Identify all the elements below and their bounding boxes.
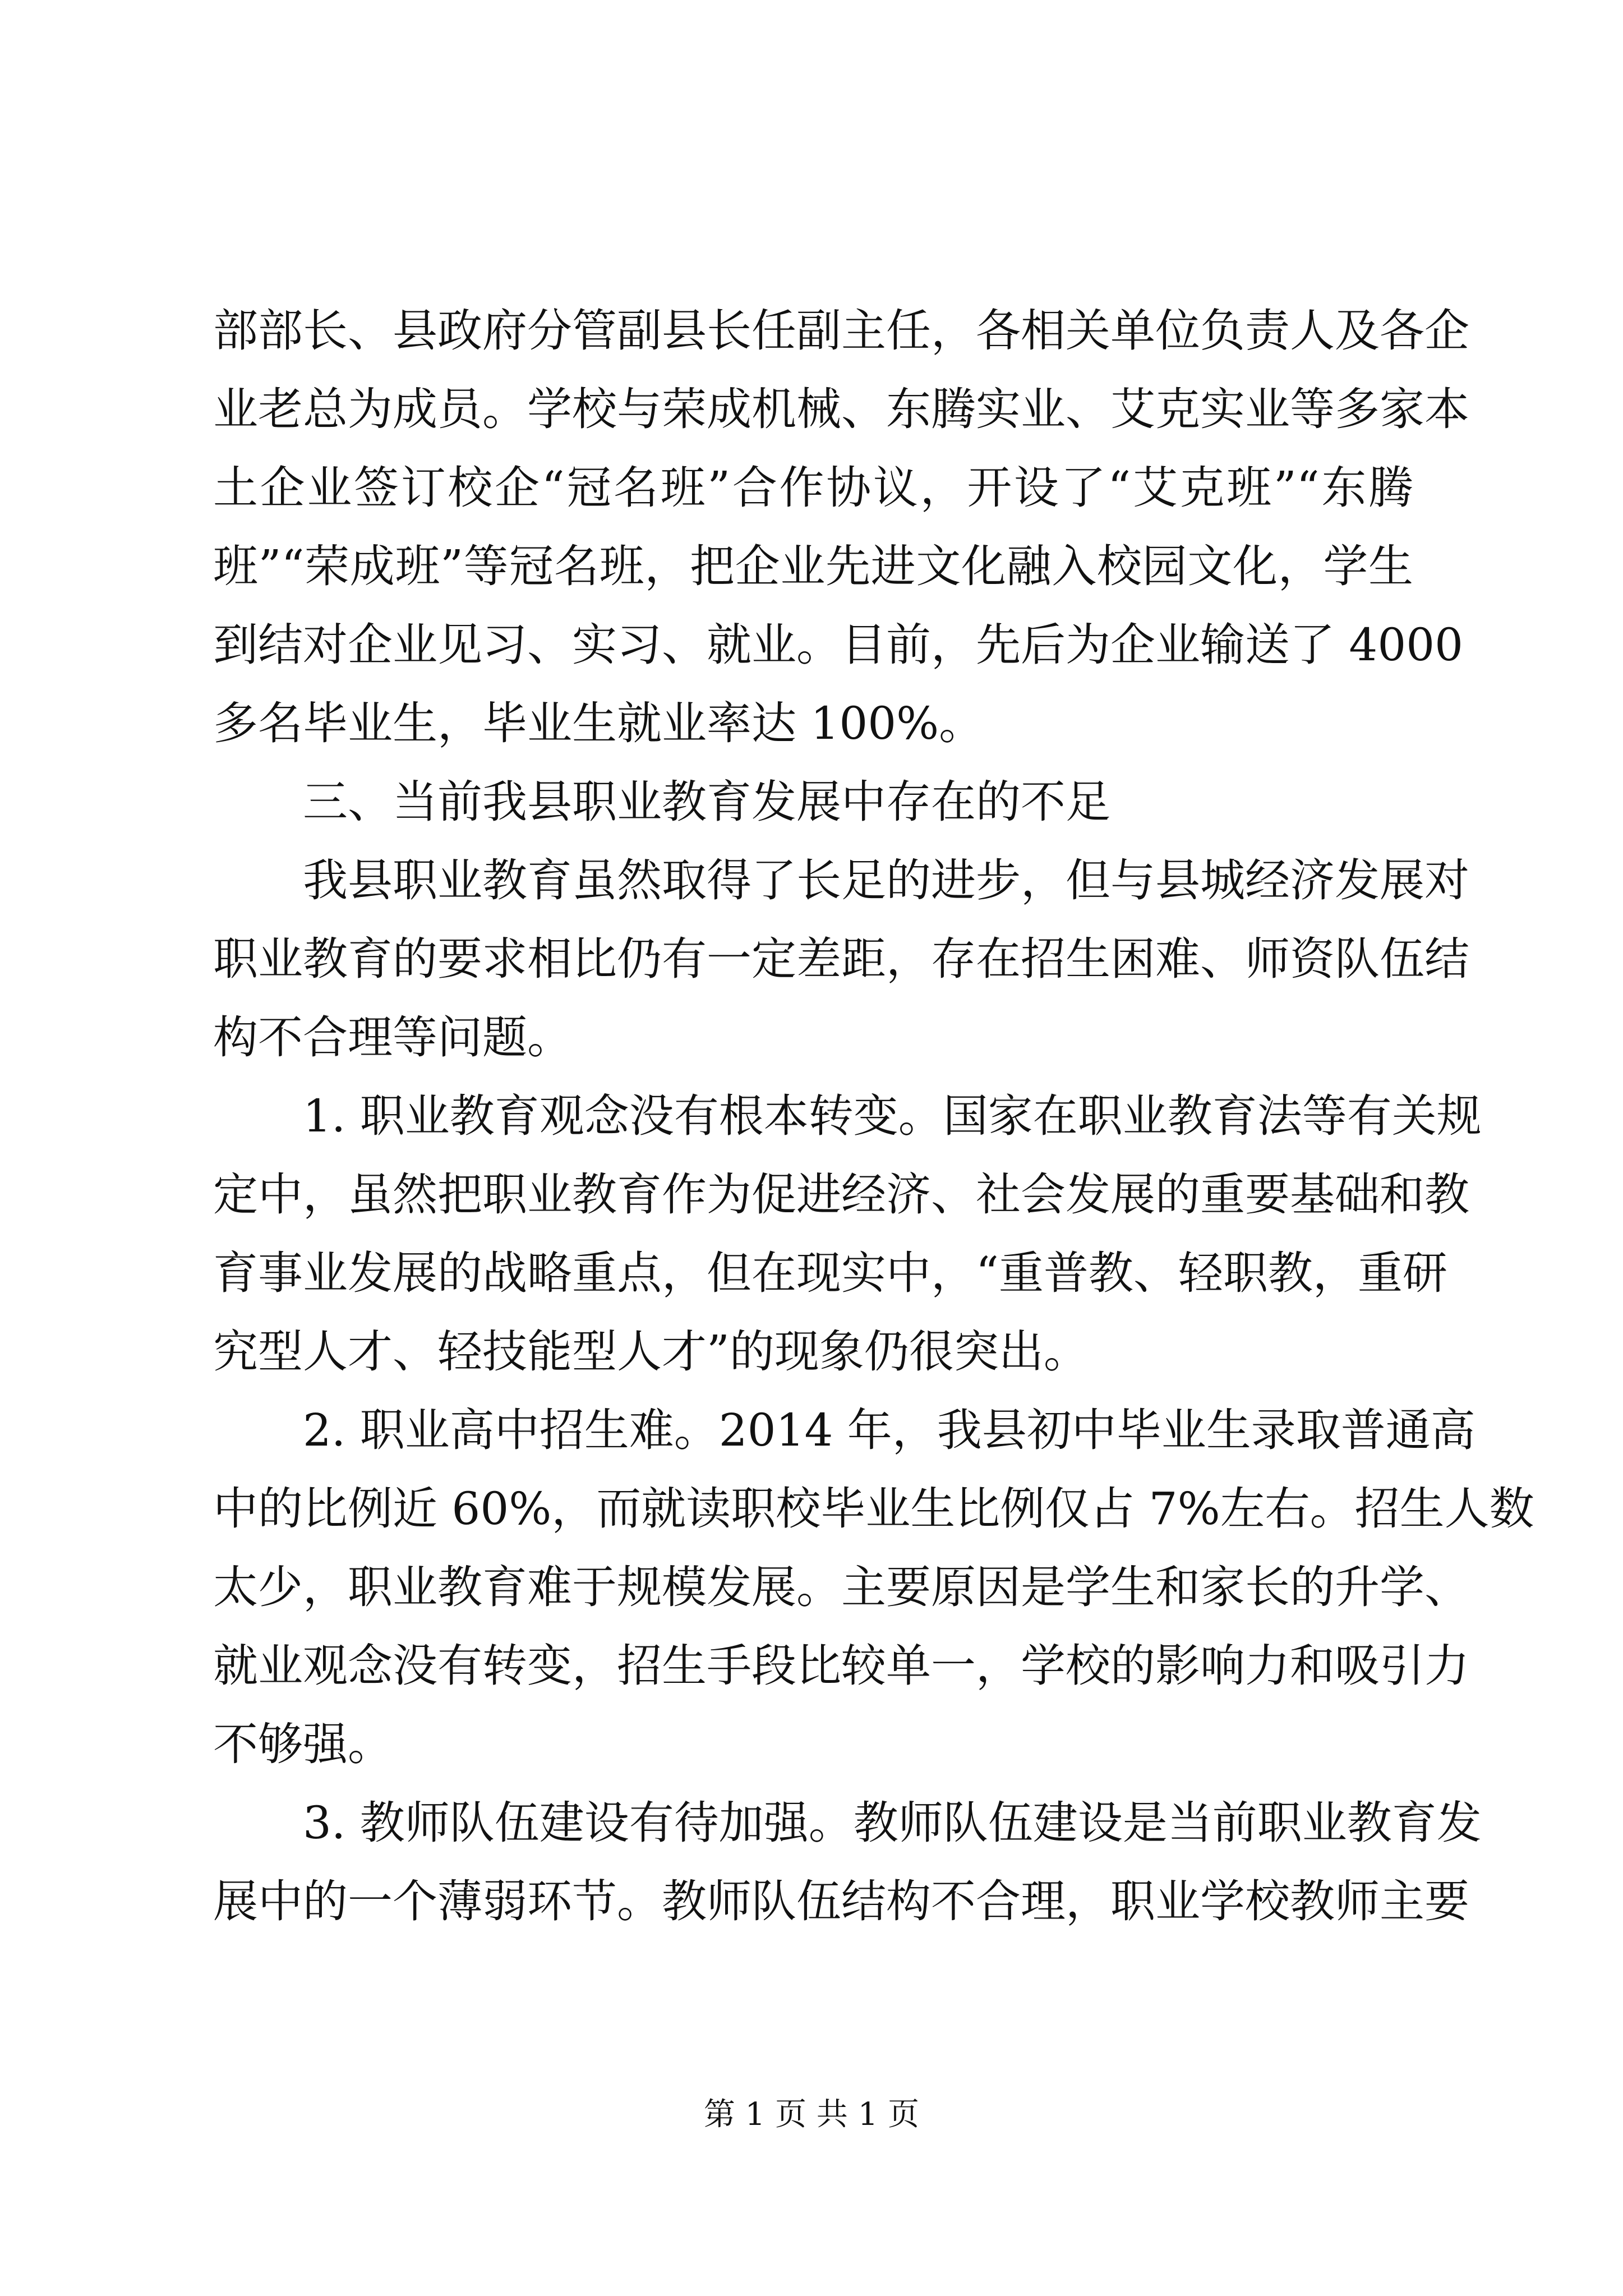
text-line: 3. 教师队伍建设有待加强。教师队伍建设是当前职业教育发 xyxy=(303,1797,1482,1849)
text-line: 土企业签订校企“冠名班”合作协议，开设了“艾克班”“东腾 xyxy=(213,462,1413,514)
text-line: 职业教育的要求相比仍有一定差距，存在招生困难、师资队伍结 xyxy=(213,933,1469,985)
text-line: 中的比例近 60%，而就读职校毕业生比例仅占 7%左右。招生人数 xyxy=(213,1483,1534,1535)
text-line: 2. 职业高中招生难。2014 年，我县初中毕业生录取普通高 xyxy=(303,1404,1476,1456)
text-line: 构不合理等问题。 xyxy=(213,1011,572,1064)
text-line: 业老总为成员。学校与荣成机械、东腾实业、艾克实业等多家本 xyxy=(213,383,1469,435)
text-line: 1. 职业教育观念没有根本转变。国家在职业教育法等有关规 xyxy=(303,1090,1482,1142)
body-text xyxy=(213,292,1534,1941)
text-line: 定中，虽然把职业教育作为促进经济、社会发展的重要基础和教 xyxy=(213,1168,1469,1221)
text-line: 太少，职业教育难于规模发展。主要原因是学生和家长的升学、 xyxy=(213,1561,1469,1613)
text-line: 我县职业教育虽然取得了长足的进步，但与县城经济发展对 xyxy=(303,854,1469,907)
text-line: 就业观念没有转变，招生手段比较单一，学校的影响力和吸引力 xyxy=(213,1640,1469,1692)
section-heading: 三、当前我县职业教育发展中存在的不足 xyxy=(303,776,1110,828)
page-footer: 第 1 页 共 1 页 xyxy=(703,2096,920,2133)
text-line: 到结对企业见习、实习、就业。目前，先后为企业输送了 4000 xyxy=(213,619,1464,671)
text-line: 班”“荣成班”等冠名班，把企业先进文化融入校园文化，学生 xyxy=(213,540,1413,592)
text-line: 不够强。 xyxy=(213,1718,393,1770)
text-line: 多名毕业生，毕业生就业率达 100%。 xyxy=(213,697,984,749)
text-line: 究型人才、轻技能型人才”的现象仍很突出。 xyxy=(213,1326,1089,1378)
text-line: 展中的一个薄弱环节。教师队伍结构不合理，职业学校教师主要 xyxy=(213,1875,1469,1927)
text-line: 育事业发展的战略重点，但在现实中，“重普教、轻职教，重研 xyxy=(213,1247,1447,1299)
text-line: 部部长、县政府分管副县长任副主任，各相关单位负责人及各企 xyxy=(213,305,1469,357)
